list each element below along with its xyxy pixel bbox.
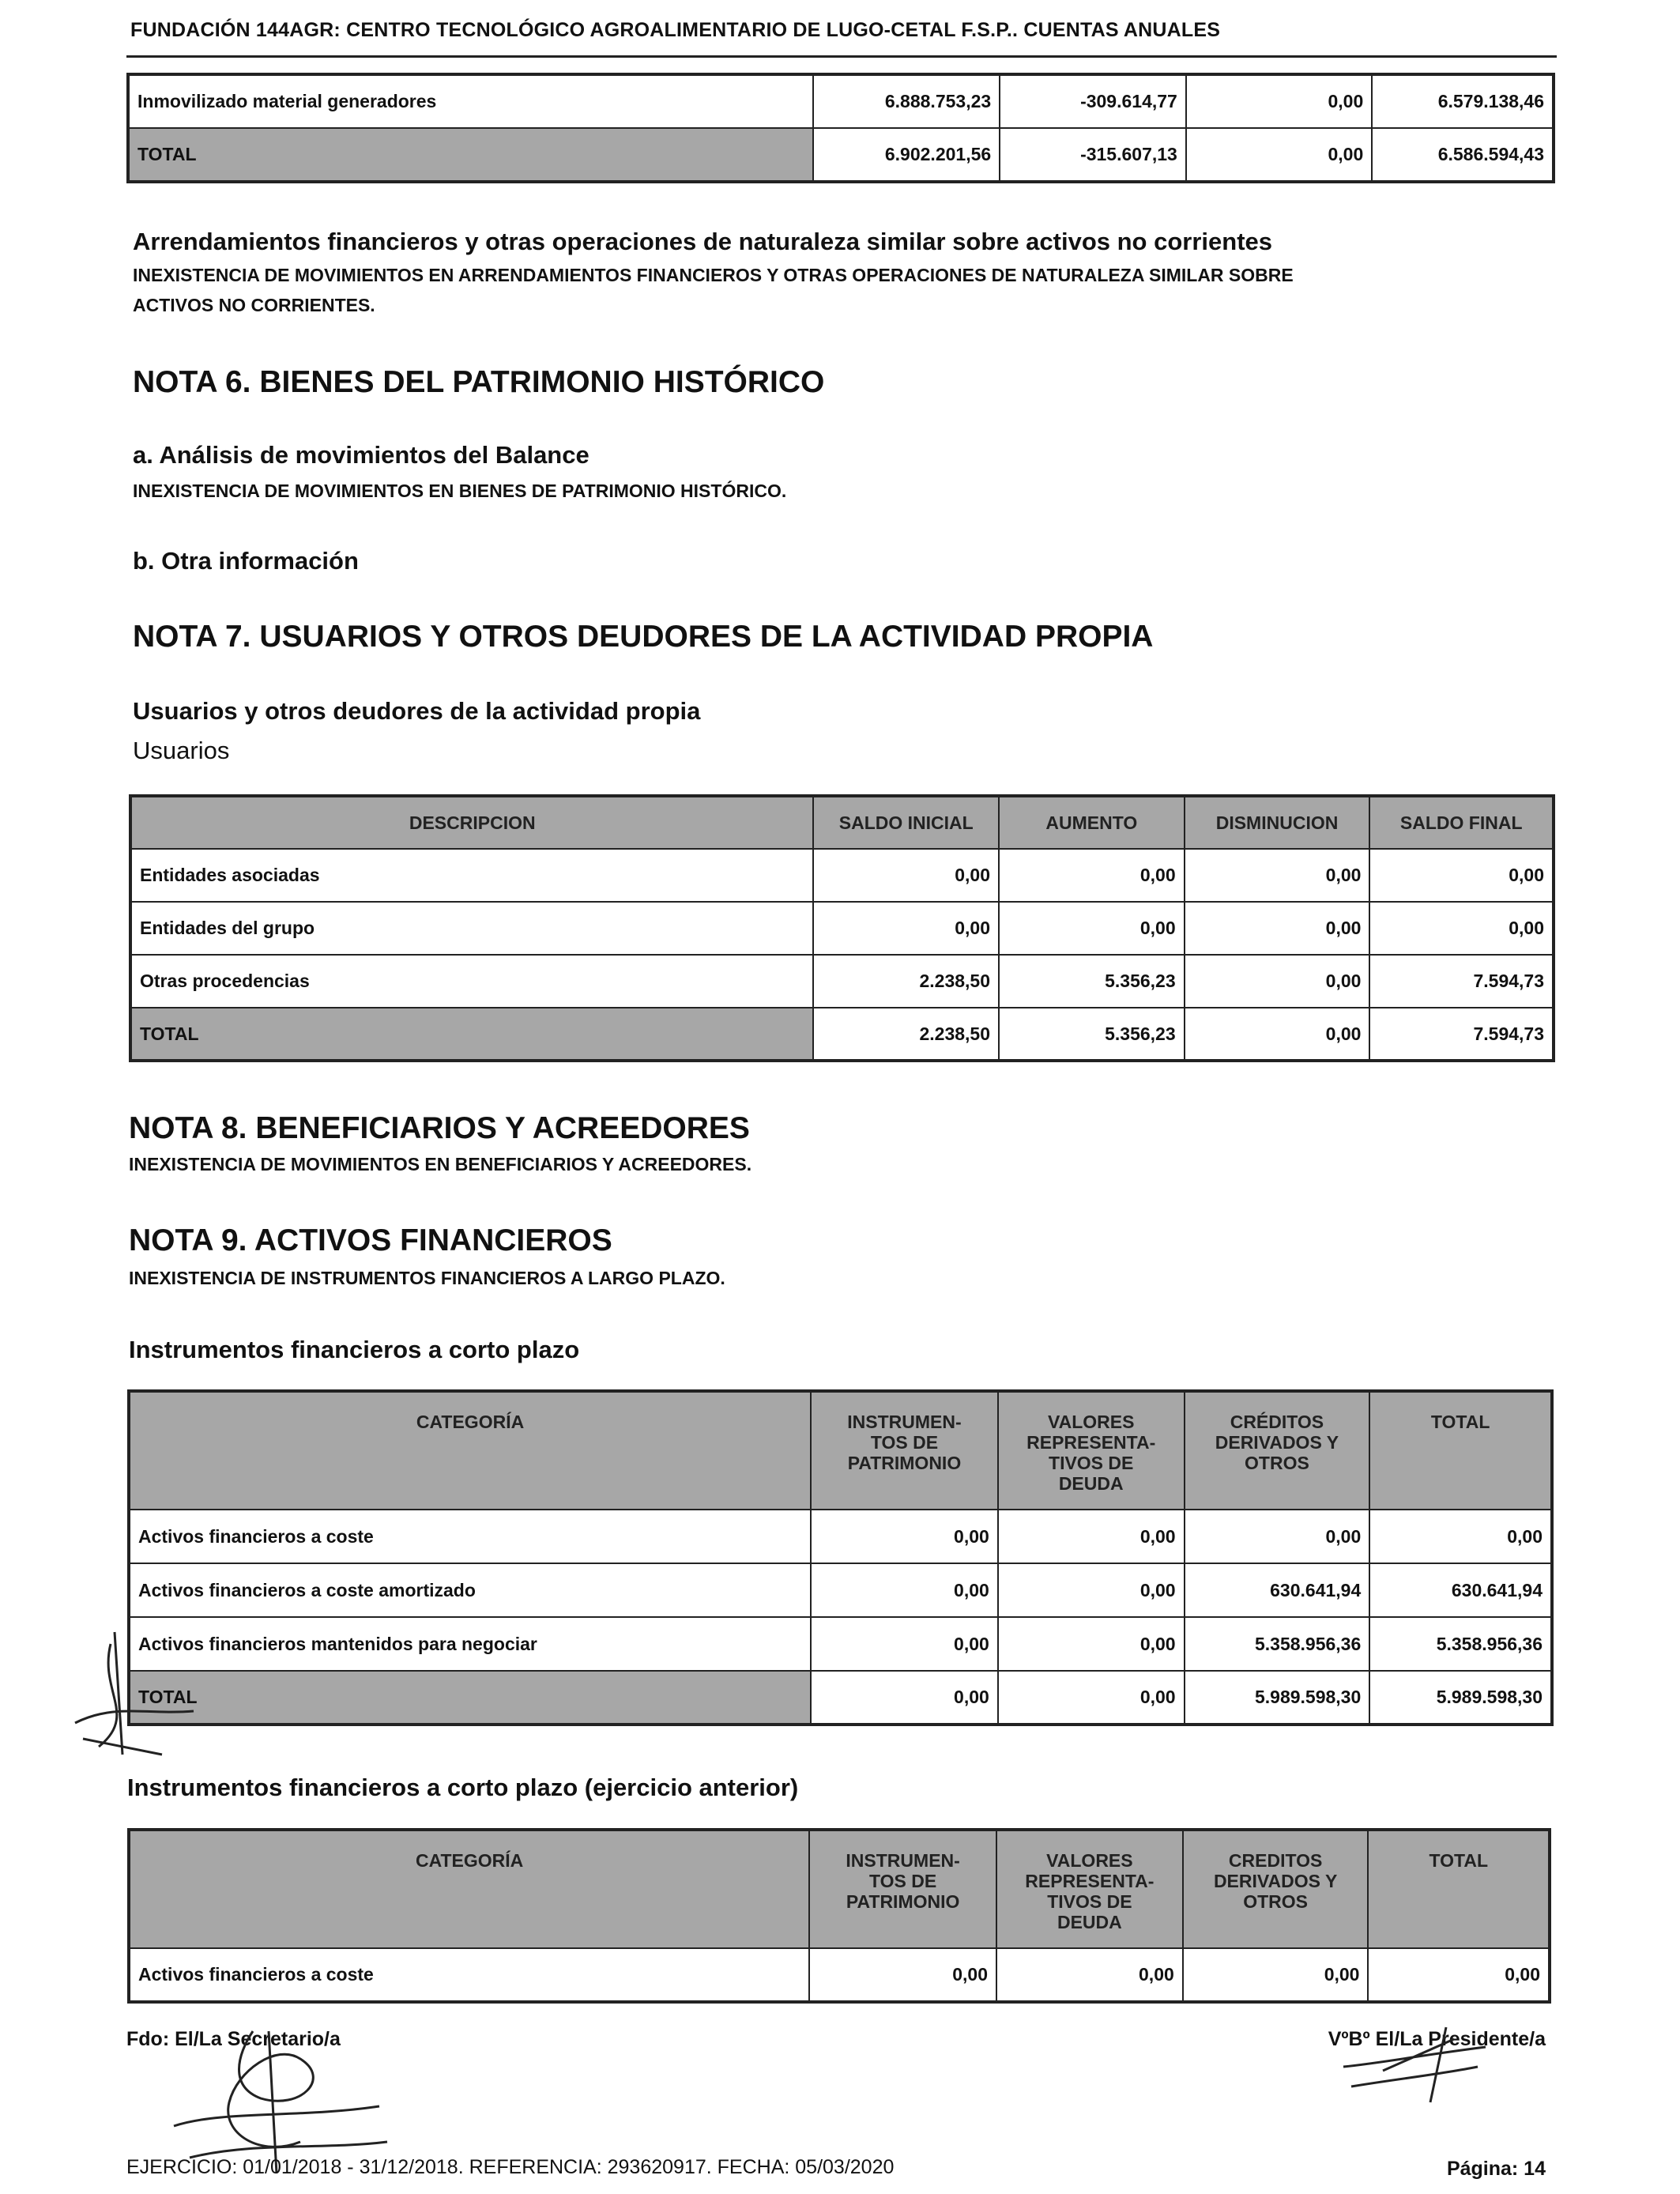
row-label: Inmovilizado material generadores xyxy=(128,74,813,128)
cell: 7.594,73 xyxy=(1369,955,1554,1008)
row-label: Activos financieros mantenidos para negociar xyxy=(129,1617,811,1671)
column-header: AUMENTO xyxy=(999,796,1185,849)
column-header: TOTAL xyxy=(1368,1830,1550,1948)
nota6-text-a: INEXISTENCIA DE MOVIMIENTOS EN BIENES DE PATRIMONIO HISTÓRICO. xyxy=(133,481,787,501)
ejercicio-line: EJERCICIO: 01/01/2018 - 31/12/2018. REFERENCIA: 293620917. FECHA: 05/03/2020 xyxy=(126,2156,895,2178)
row-label: TOTAL xyxy=(128,128,813,182)
nota6-sub-a: a. Análisis de movimientos del Balance xyxy=(133,441,590,469)
row-label: TOTAL xyxy=(130,1008,813,1061)
table-row xyxy=(129,1563,1552,1617)
cell: 0,00 xyxy=(1186,74,1372,128)
margin-signature-mark xyxy=(67,1628,202,1762)
arrendamientos-heading: Arrendamientos financieros y otras operaciones de naturaleza similar sobre activos no corrientes xyxy=(133,228,1272,255)
table-header-row xyxy=(129,1391,1552,1510)
table-row-total xyxy=(130,1008,1554,1061)
cell: -309.614,77 xyxy=(1000,74,1186,128)
row-label: Activos financieros a coste xyxy=(129,1510,811,1563)
nota9-text: INEXISTENCIA DE INSTRUMENTOS FINANCIEROS A LARGO PLAZO. xyxy=(129,1268,725,1288)
cell: 0,00 xyxy=(809,1948,996,2002)
presidente-signature-mark xyxy=(1335,2023,1494,2110)
nota9-title: NOTA 9. ACTIVOS FINANCIEROS xyxy=(129,1223,612,1257)
cell: 0,00 xyxy=(999,849,1185,902)
instrumentos-table xyxy=(127,1389,1554,1726)
instrumentos-anterior-table xyxy=(127,1828,1551,2004)
table-row xyxy=(129,1510,1552,1563)
cell: 6.579.138,46 xyxy=(1372,74,1554,128)
cell: 7.594,73 xyxy=(1369,1008,1554,1061)
cell: 0,00 xyxy=(813,902,999,955)
cell: 0,00 xyxy=(811,1617,998,1671)
table-row-total xyxy=(128,128,1554,182)
column-header: INSTRUMEN- TOS DE PATRIMONIO xyxy=(809,1830,996,1948)
cell: 0,00 xyxy=(1369,849,1554,902)
cell: 0,00 xyxy=(811,1563,998,1617)
cell: 0,00 xyxy=(1185,955,1370,1008)
nota7-subsub: Usuarios xyxy=(133,737,230,764)
cell: 0,00 xyxy=(1186,128,1372,182)
cell: 5.356,23 xyxy=(999,1008,1185,1061)
table-row xyxy=(130,849,1554,902)
nota8-text: INEXISTENCIA DE MOVIMIENTOS EN BENEFICIARIOS Y ACREEDORES. xyxy=(129,1154,752,1174)
cell: 0,00 xyxy=(811,1510,998,1563)
presidente-signature-label: VºBº El/La Presidente/a xyxy=(1328,2028,1546,2050)
table-row-total xyxy=(129,1671,1552,1725)
cell: 0,00 xyxy=(998,1671,1185,1725)
nota6-title: NOTA 6. BIENES DEL PATRIMONIO HISTÓRICO xyxy=(133,365,825,399)
table-header-row xyxy=(130,796,1554,849)
cell: 5.358.956,36 xyxy=(1185,1617,1370,1671)
header-rule xyxy=(126,55,1557,58)
column-header: INSTRUMEN- TOS DE PATRIMONIO xyxy=(811,1391,998,1510)
cell: 5.358.956,36 xyxy=(1369,1617,1552,1671)
cell: 0,00 xyxy=(1185,902,1370,955)
cell: 0,00 xyxy=(1185,1008,1370,1061)
column-header: CRÉDITOS DERIVADOS Y OTROS xyxy=(1185,1391,1370,1510)
cell: 630.641,94 xyxy=(1369,1563,1552,1617)
table-row xyxy=(130,955,1554,1008)
cell: 0,00 xyxy=(1369,902,1554,955)
cell: 6.902.201,56 xyxy=(813,128,1000,182)
cell: 0,00 xyxy=(998,1510,1185,1563)
table-row xyxy=(130,902,1554,955)
page-number: Página: 14 xyxy=(1446,2158,1546,2180)
column-header: SALDO INICIAL xyxy=(813,796,999,849)
row-label: Entidades del grupo xyxy=(130,902,813,955)
nota7-title: NOTA 7. USUARIOS Y OTROS DEUDORES DE LA ACTIVIDAD PROPIA xyxy=(133,620,1154,654)
cell: 2.238,50 xyxy=(813,955,999,1008)
column-header: DISMINUCION xyxy=(1185,796,1370,849)
column-header: CATEGORÍA xyxy=(129,1391,811,1510)
instrumentos-anterior-heading: Instrumentos financieros a corto plazo (ejercicio anterior) xyxy=(127,1774,799,1801)
nota8-title: NOTA 8. BENEFICIARIOS Y ACREEDORES xyxy=(129,1111,750,1145)
cell: 6.888.753,23 xyxy=(813,74,1000,128)
table-row xyxy=(128,74,1554,128)
cell: 0,00 xyxy=(998,1617,1185,1671)
arrendamientos-text-1: INEXISTENCIA DE MOVIMIENTOS EN ARRENDAMIENTOS FINANCIEROS Y OTRAS OPERACIONES DE NATURALEZA SIMILAR SOBRE xyxy=(133,265,1294,285)
row-label: Activos financieros a coste xyxy=(129,1948,809,2002)
usuarios-table xyxy=(129,794,1555,1062)
cell: 0,00 xyxy=(813,849,999,902)
cell: 2.238,50 xyxy=(813,1008,999,1061)
cell: -315.607,13 xyxy=(1000,128,1186,182)
table-header-row xyxy=(129,1830,1550,1948)
cell: 6.586.594,43 xyxy=(1372,128,1554,182)
cell: 5.989.598,30 xyxy=(1185,1671,1370,1725)
column-header: CATEGORÍA xyxy=(129,1830,809,1948)
row-label: TOTAL xyxy=(129,1671,811,1725)
cell: 0,00 xyxy=(1185,1510,1370,1563)
cell: 0,00 xyxy=(999,902,1185,955)
cell: 0,00 xyxy=(1183,1948,1369,2002)
document-header: FUNDACIÓN 144AGR: CENTRO TECNOLÓGICO AGROALIMENTARIO DE LUGO-CETAL F.S.P.. CUENTAS ANUALES xyxy=(130,19,1221,41)
cell: 0,00 xyxy=(998,1563,1185,1617)
cell: 0,00 xyxy=(1368,1948,1550,2002)
nota6-sub-b: b. Otra información xyxy=(133,547,359,575)
cell: 5.356,23 xyxy=(999,955,1185,1008)
row-label: Otras procedencias xyxy=(130,955,813,1008)
cell: 0,00 xyxy=(1185,849,1370,902)
table-row xyxy=(129,1617,1552,1671)
column-header: TOTAL xyxy=(1369,1391,1552,1510)
table-row xyxy=(129,1948,1550,2002)
column-header: VALORES REPRESENTA- TIVOS DE DEUDA xyxy=(998,1391,1185,1510)
column-header: VALORES REPRESENTA- TIVOS DE DEUDA xyxy=(996,1830,1183,1948)
column-header: DESCRIPCION xyxy=(130,796,813,849)
instrumentos-heading: Instrumentos financieros a corto plazo xyxy=(129,1336,580,1363)
secretario-signature-label: Fdo: El/La Secretario/a xyxy=(126,2028,341,2050)
cell: 5.989.598,30 xyxy=(1369,1671,1552,1725)
top-table xyxy=(126,73,1555,183)
row-label: Activos financieros a coste amortizado xyxy=(129,1563,811,1617)
arrendamientos-text-2: ACTIVOS NO CORRIENTES. xyxy=(133,295,375,315)
row-label: Entidades asociadas xyxy=(130,849,813,902)
cell: 630.641,94 xyxy=(1185,1563,1370,1617)
nota7-subtitle: Usuarios y otros deudores de la actividad propia xyxy=(133,697,701,725)
column-header: SALDO FINAL xyxy=(1369,796,1554,849)
cell: 0,00 xyxy=(811,1671,998,1725)
cell: 0,00 xyxy=(996,1948,1183,2002)
cell: 0,00 xyxy=(1369,1510,1552,1563)
column-header: CREDITOS DERIVADOS Y OTROS xyxy=(1183,1830,1369,1948)
